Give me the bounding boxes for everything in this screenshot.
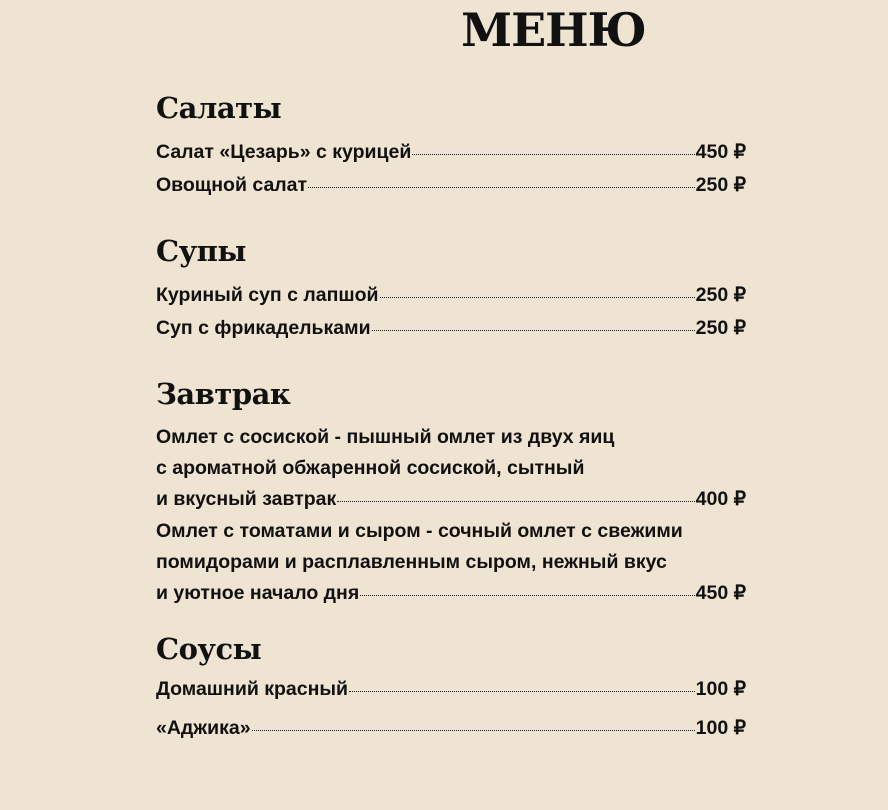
menu-item-description-line: с ароматной обжаренной сосиской, сытный: [156, 457, 585, 479]
menu-item-name: Салат «Цезарь» с курицей: [156, 141, 412, 163]
menu-item-name: «Аджика»: [156, 717, 251, 739]
menu-item-price: 250 ₽: [695, 317, 746, 339]
menu-item-price: 250 ₽: [695, 284, 746, 306]
menu-item: [156, 677, 746, 701]
menu-item-name: Овощной салат: [156, 174, 308, 196]
dot-leader: [412, 154, 694, 155]
dot-leader: [360, 595, 694, 596]
menu-item-name: и уютное начало дня: [156, 582, 360, 604]
menu-item-description-line: Омлет с сосиской - пышный омлет из двух яиц: [156, 426, 615, 448]
menu-item: [156, 716, 746, 740]
menu-item-description-line: помидорами и расплавленным сыром, нежный вкус: [156, 551, 667, 573]
dot-leader: [252, 730, 695, 731]
menu-item-price: 450 ₽: [695, 141, 746, 163]
menu-item-price: 400 ₽: [695, 488, 746, 510]
menu-item-name: Суп с фрикадельками: [156, 317, 371, 339]
menu-item-price: 450 ₽: [695, 582, 746, 604]
menu-item: [156, 173, 746, 197]
dot-leader: [349, 691, 695, 692]
section-heading-salads: Салаты: [156, 91, 282, 125]
menu-item: [156, 283, 746, 307]
dot-leader: [308, 187, 695, 188]
dot-leader: [380, 297, 695, 298]
menu-item-name: и вкусный завтрак: [156, 488, 337, 510]
menu-item: [156, 140, 746, 164]
menu-item-price: 250 ₽: [695, 174, 746, 196]
menu-item: [156, 316, 746, 340]
menu-item: [156, 487, 746, 511]
menu-item: [156, 581, 746, 605]
section-heading-sauces: Соусы: [156, 632, 262, 666]
menu-item-price: 100 ₽: [695, 678, 746, 700]
menu-title: МЕНЮ: [461, 3, 646, 57]
dot-leader: [372, 330, 695, 331]
menu-item-price: 100 ₽: [695, 717, 746, 739]
menu-item-description-line: Омлет с томатами и сыром - сочный омлет с свежими: [156, 520, 683, 542]
dot-leader: [337, 501, 694, 502]
section-heading-soups: Супы: [156, 234, 246, 268]
menu-item-name: Домашний красный: [156, 678, 349, 700]
section-heading-breakfast: Завтрак: [156, 377, 291, 411]
menu-item-name: Куриный суп с лапшой: [156, 284, 379, 306]
